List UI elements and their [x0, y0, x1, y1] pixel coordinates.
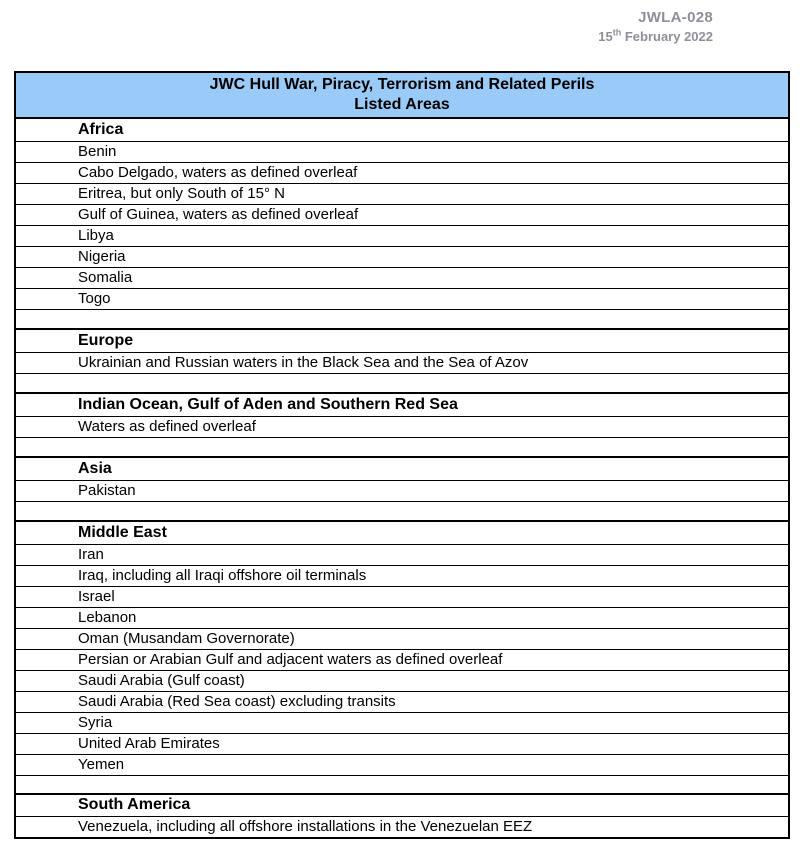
listed-area: Iran: [15, 544, 789, 565]
listed-area: Cabo Delgado, waters as defined overleaf: [15, 162, 789, 183]
listed-area: Iraq, including all Iraqi offshore oil terminals: [15, 565, 789, 586]
listed-area: Benin: [15, 141, 789, 162]
section-header-row: [15, 457, 789, 480]
table-row: [15, 607, 789, 628]
title-row: [15, 72, 789, 118]
table-row: [15, 162, 789, 183]
table-head: [15, 72, 789, 118]
table-row: [15, 183, 789, 204]
listed-area: Eritrea, but only South of 15° N: [15, 183, 789, 204]
table-row: [15, 565, 789, 586]
section-header: Asia: [15, 457, 789, 480]
listed-area: Lebanon: [15, 607, 789, 628]
listed-area: Saudi Arabia (Gulf coast): [15, 670, 789, 691]
spacer-row: [15, 373, 789, 393]
listed-area: Ukrainian and Russian waters in the Black Sea and the Sea of Azov: [15, 352, 789, 373]
listed-area: Saudi Arabia (Red Sea coast) excluding transits: [15, 691, 789, 712]
table-row: [15, 267, 789, 288]
listed-areas-table: [14, 71, 790, 839]
listed-area: Pakistan: [15, 480, 789, 501]
spacer-cell: [15, 501, 789, 521]
listed-area: Venezuela, including all offshore installations in the Venezuelan EEZ: [15, 817, 789, 838]
table-row: [15, 670, 789, 691]
listed-area: United Arab Emirates: [15, 733, 789, 754]
table-row: [15, 733, 789, 754]
date-day: 15: [598, 29, 613, 44]
table-body: [15, 118, 789, 838]
spacer-cell: [15, 437, 789, 457]
listed-area: Oman (Musandam Governorate): [15, 628, 789, 649]
table-row: [15, 712, 789, 733]
section-header-row: [15, 521, 789, 544]
table-row: [15, 649, 789, 670]
table-row: [15, 691, 789, 712]
document-header: [0, 0, 713, 44]
table-row: [15, 480, 789, 501]
date-ordinal: th: [612, 27, 622, 38]
table-title-line1: JWC Hull War, Piracy, Terrorism and Related Perils: [209, 76, 595, 93]
section-header-row: [15, 329, 789, 352]
section-header: Europe: [15, 329, 789, 352]
table-row: [15, 246, 789, 267]
table-row: [15, 352, 789, 373]
section-header-row: [15, 118, 789, 141]
spacer-cell: [15, 373, 789, 393]
listed-area: Somalia: [15, 267, 789, 288]
table-row: [15, 204, 789, 225]
table-row: [15, 225, 789, 246]
spacer-row: [15, 501, 789, 521]
table-row: [15, 628, 789, 649]
listed-area: Persian or Arabian Gulf and adjacent waters as defined overleaf: [15, 649, 789, 670]
listed-area: Togo: [15, 288, 789, 309]
table-title-line2: Listed Areas: [354, 96, 450, 113]
spacer-row: [15, 309, 789, 329]
listed-area: Libya: [15, 225, 789, 246]
listed-area: Nigeria: [15, 246, 789, 267]
spacer-row: [15, 775, 789, 794]
section-header-row: [15, 393, 789, 416]
table-row: [15, 586, 789, 607]
listed-area: Syria: [15, 712, 789, 733]
table-row: [15, 288, 789, 309]
section-header: South America: [15, 794, 789, 817]
document-date: [0, 29, 713, 44]
section-header-row: [15, 794, 789, 817]
table-row: [15, 416, 789, 437]
listed-area: Gulf of Guinea, waters as defined overleaf: [15, 204, 789, 225]
spacer-row: [15, 437, 789, 457]
section-header: Africa: [15, 118, 789, 141]
spacer-cell: [15, 309, 789, 329]
table-row: [15, 544, 789, 565]
table-title: [15, 72, 789, 118]
section-header: Indian Ocean, Gulf of Aden and Southern Red Sea: [15, 393, 789, 416]
table-row: [15, 754, 789, 775]
table-row: [15, 817, 789, 838]
date-rest: February 2022: [621, 29, 713, 44]
listed-area: Israel: [15, 586, 789, 607]
document-reference: JWLA-028: [638, 9, 713, 26]
table-row: [15, 141, 789, 162]
spacer-cell: [15, 775, 789, 794]
listed-area: Waters as defined overleaf: [15, 416, 789, 437]
listed-area: Yemen: [15, 754, 789, 775]
section-header: Middle East: [15, 521, 789, 544]
